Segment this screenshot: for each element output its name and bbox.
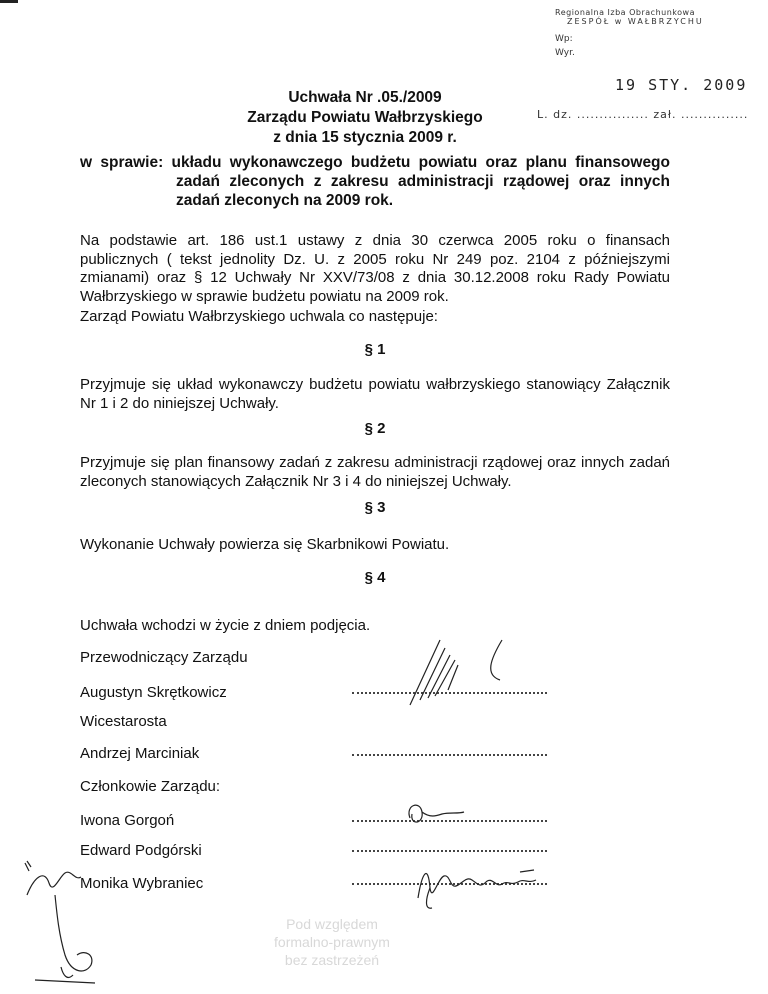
stamp-wp: Wp: — [555, 34, 573, 44]
bleed-line-1: Pod względem — [286, 916, 378, 932]
bleed-line-2: formalno-prawnym — [274, 934, 390, 950]
stamp-registry: L. dz. ................ zał. ............... — [537, 108, 749, 121]
resolution-subject — [80, 153, 670, 210]
section-text-3: Wykonanie Uchwały powierza się Skarbnikowi Powiatu. — [80, 536, 450, 553]
section-mark-2: § 2 — [364, 420, 386, 437]
bleed-line-3: bez zastrzeżeń — [284, 952, 380, 968]
vice-name: Andrzej Marciniak — [80, 745, 200, 762]
section-mark-3: § 3 — [364, 499, 386, 516]
bleed-through-stamp — [272, 915, 392, 969]
member3-name: Monika Wybraniec — [80, 875, 204, 892]
vice-signature-line — [352, 752, 547, 756]
receipt-stamp — [537, 8, 755, 121]
stamp-branch: ZESPÓŁ w WAŁBRZYCHU — [567, 17, 704, 26]
member3-signature — [410, 858, 560, 913]
stamp-institution: Regionalna Izba Obrachunkowa — [555, 8, 695, 17]
chair-role: Przewodniczący Zarządu — [80, 649, 248, 666]
resolution-title — [245, 88, 485, 148]
section-text-4: Uchwała wchodzi w życie z dniem podjęcia. — [80, 617, 371, 634]
section-text-2: Przyjmuje się plan finansowy zadań z zakresu administracji rządowej oraz innych zadań zleconych stanowiących Załącznik Nr 3 i 4 do niniejszej Uchwały. — [80, 454, 670, 490]
margin-initials — [15, 855, 125, 990]
section-mark-4: § 4 — [364, 569, 386, 586]
stamp-date: 19 STY. 2009 — [615, 76, 748, 94]
resolves-statement: Zarząd Powiatu Wałbrzyskiego uchwala co następuje: — [80, 308, 438, 325]
legal-basis: Na podstawie art. 186 ust.1 ustawy z dnia 30 czerwca 2005 roku o finansach publicznych ( tekst jednolity Dz. U. z 2005 roku Nr 249 poz. 2104 z późniejszymi zmianami) oraz § 12 Uchwały Nr XXV/73/08 z dnia 30.12.2008 roku Rady Powiatu Wałbrzyskiego w sprawie budżetu powiatu na 2009 rok. — [80, 232, 670, 305]
section-text-1: Przyjmuje się układ wykonawczy budżetu powiatu wałbrzyskiego stanowiący Załącznik Nr 1 i 2 do niniejszej Uchwały. — [80, 376, 670, 412]
member2-signature-line — [352, 848, 547, 852]
corner-mark — [0, 0, 18, 3]
subject-text: w sprawie: układu wykonawczego budżetu powiatu oraz planu finansowego zadań zleconych z zakresu administracji rządowej oraz innych zadań zleconych na 2009 rok. — [80, 154, 670, 209]
member1-name: Iwona Gorgoń — [80, 812, 175, 829]
chair-signature — [390, 630, 530, 710]
members-role: Członkowie Zarządu: — [80, 778, 221, 795]
title-number: Uchwała Nr .05./2009 — [288, 89, 442, 106]
vice-role: Wicestarosta — [80, 713, 167, 730]
member1-signature — [400, 800, 490, 830]
title-date: z dnia 15 stycznia 2009 r. — [273, 129, 457, 146]
member2-name: Edward Podgórski — [80, 842, 202, 859]
chair-name: Augustyn Skrętkowicz — [80, 684, 227, 701]
title-issuer: Zarządu Powiatu Wałbrzyskiego — [247, 109, 483, 126]
stamp-wyr: Wyr. — [555, 48, 575, 58]
section-mark-1: § 1 — [364, 341, 386, 358]
